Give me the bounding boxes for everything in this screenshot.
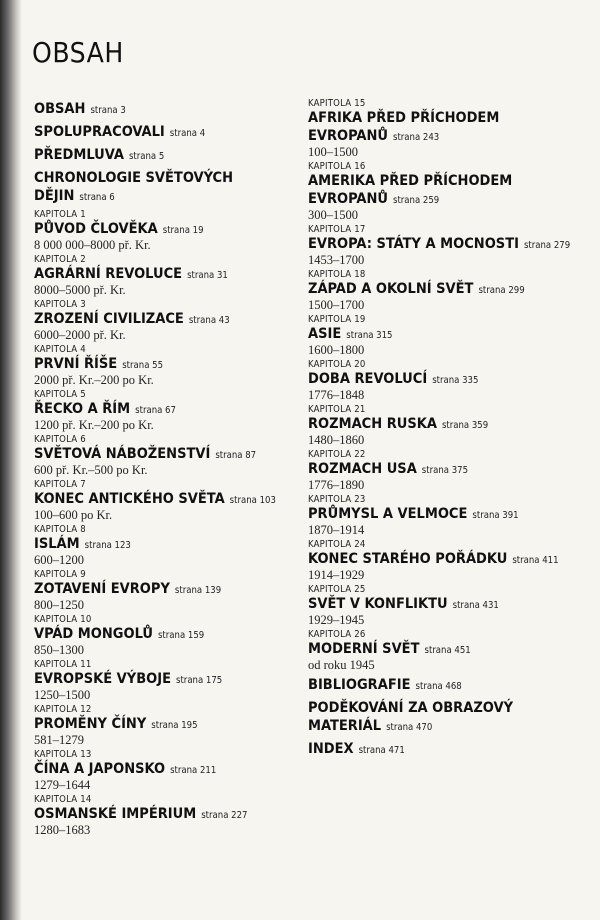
toc-entry <box>34 210 296 252</box>
chapter-label: KAPITOLA 13 <box>34 749 92 760</box>
date-range: 1453–1700 <box>308 253 365 267</box>
toc-entry <box>34 615 296 657</box>
toc-column-right <box>308 96 588 763</box>
page-reference: strana 31 <box>187 270 228 281</box>
chapter-label: KAPITOLA 9 <box>34 569 86 580</box>
entry-title: KONEC STARÉHO POŘÁDKU <box>308 551 508 567</box>
date-range: 1279–1644 <box>34 778 91 792</box>
entry-title: OSMANSKÉ IMPÉRIUM <box>34 806 197 822</box>
date-range: 2000 př. Kr.–200 po Kr. <box>34 373 154 387</box>
toc-entry <box>34 660 296 702</box>
toc-entry <box>308 676 588 694</box>
page-reference: strana 67 <box>135 405 176 416</box>
toc-entry <box>34 705 296 747</box>
chapter-label: KAPITOLA 14 <box>34 794 92 805</box>
page-reference: strana 19 <box>162 225 204 236</box>
page-binding-shadow <box>0 0 22 920</box>
page-reference: strana 3 <box>90 105 126 116</box>
date-range: 1776–1848 <box>308 388 365 402</box>
toc-entry <box>34 255 296 297</box>
toc-entry <box>308 540 588 582</box>
page-reference: strana 211 <box>170 765 217 776</box>
entry-title: CHRONOLOGIE SVĚTOVÝCH DĚJIN <box>34 170 234 204</box>
page-reference: strana 4 <box>169 128 206 139</box>
entry-title: SVĚTOVÁ NÁBOŽENSTVÍ <box>34 446 211 462</box>
page-reference: strana 103 <box>229 495 276 506</box>
toc-entry <box>308 699 588 735</box>
page-reference: strana 5 <box>128 151 165 162</box>
entry-title: DOBA REVOLUCÍ <box>308 371 428 387</box>
toc-entry <box>34 435 296 477</box>
page-reference: strana 470 <box>386 722 433 733</box>
date-range: 100–1500 <box>308 145 358 159</box>
page-reference: strana 123 <box>84 540 131 551</box>
date-range: 600–1200 <box>34 553 84 567</box>
chapter-label: KAPITOLA 20 <box>308 359 366 370</box>
toc-entry <box>308 315 588 357</box>
page-reference: strana 6 <box>79 192 115 203</box>
date-range: 1200 př. Kr.–200 po Kr. <box>34 418 154 432</box>
page-reference: strana 87 <box>215 450 257 461</box>
toc-entry <box>34 146 296 164</box>
chapter-label: KAPITOLA 16 <box>308 161 366 172</box>
entry-title: OBSAH <box>34 101 86 117</box>
chapter-label: KAPITOLA 5 <box>34 389 86 400</box>
chapter-label: KAPITOLA 22 <box>308 449 366 460</box>
entry-title: ROZMACH RUSKA <box>308 416 437 432</box>
page-reference: strana 391 <box>472 510 519 521</box>
entry-title: ZOTAVENÍ EVROPY <box>34 581 170 597</box>
entry-title: EVROPSKÉ VÝBOJE <box>34 671 171 687</box>
toc-entry <box>308 162 588 222</box>
date-range: 581–1279 <box>34 733 84 747</box>
toc-entry <box>34 169 296 205</box>
toc-entry <box>34 525 296 567</box>
toc-entry <box>308 450 588 492</box>
entry-title: ZROZENÍ CIVILIZACE <box>34 311 184 327</box>
page-reference: strana 299 <box>478 285 525 296</box>
toc-entry <box>34 123 296 141</box>
date-range: 1280–1683 <box>34 823 91 837</box>
date-range: 8000–5000 př. Kr. <box>34 283 126 297</box>
entry-title: ČÍNA A JAPONSKO <box>34 761 166 777</box>
entry-title: VPÁD MONGOLŮ <box>34 626 153 642</box>
chapter-label: KAPITOLA 15 <box>308 98 366 109</box>
page-reference: strana 375 <box>421 465 469 476</box>
entry-title: SPOLUPRACOVALI <box>34 124 165 140</box>
date-range: 1480–1860 <box>308 433 365 447</box>
toc-entry <box>308 99 588 159</box>
date-range: 6000–2000 př. Kr. <box>34 328 126 342</box>
toc-entry <box>308 270 588 312</box>
chapter-label: KAPITOLA 26 <box>308 629 366 640</box>
entry-title: KONEC ANTICKÉHO SVĚTA <box>34 491 225 507</box>
entry-title: BIBLIOGRAFIE <box>308 677 411 693</box>
entry-title: ZÁPAD A OKOLNÍ SVĚT <box>308 281 474 297</box>
date-range: 1914–1929 <box>308 568 365 582</box>
entry-title: PODĚKOVÁNÍ ZA OBRAZOVÝ MATERIÁL <box>308 700 514 734</box>
entry-title: AGRÁRNÍ REVOLUCE <box>34 266 183 282</box>
toc-entry <box>34 390 296 432</box>
chapter-label: KAPITOLA 12 <box>34 704 92 715</box>
toc-column-left <box>34 96 296 837</box>
date-range: 100–600 po Kr. <box>34 508 113 522</box>
entry-title: MODERNÍ SVĚT <box>308 641 420 657</box>
date-range: 1500–1700 <box>308 298 365 312</box>
toc-entry <box>34 300 296 342</box>
page-reference: strana 227 <box>201 810 248 821</box>
entry-title: SVĚT V KONFLIKTU <box>308 596 448 612</box>
chapter-label: KAPITOLA 8 <box>34 524 86 535</box>
entry-title: PŘEDMLUVA <box>34 147 124 163</box>
entry-title: PRVNÍ ŘÍŠE <box>34 356 118 372</box>
page-reference: strana 451 <box>424 645 471 656</box>
entry-title: AFRIKA PŘED PŘÍCHODEM EVROPANŮ <box>308 110 500 144</box>
entry-title: INDEX <box>308 741 354 757</box>
page-reference: strana 259 <box>392 195 440 206</box>
entry-title: PŮVOD ČLOVĚKA <box>34 221 158 237</box>
entry-title: ISLÁM <box>34 536 80 552</box>
page-reference: strana 279 <box>523 240 571 251</box>
page-reference: strana 359 <box>441 420 489 431</box>
toc-entry <box>34 750 296 792</box>
date-range: 8 000 000–8000 př. Kr. <box>34 238 151 252</box>
page-reference: strana 411 <box>512 555 559 566</box>
entry-title: EVROPA: STÁTY A MOCNOSTI <box>308 236 519 252</box>
toc-entry <box>308 405 588 447</box>
entry-title: ROZMACH USA <box>308 461 417 477</box>
page-reference: strana 431 <box>452 600 499 611</box>
toc-entry <box>34 795 296 837</box>
page-reference: strana 43 <box>188 315 230 326</box>
chapter-label: KAPITOLA 23 <box>308 494 366 505</box>
date-range: 1929–1945 <box>308 613 365 627</box>
page-reference: strana 159 <box>157 630 205 641</box>
chapter-label: KAPITOLA 2 <box>34 254 86 265</box>
toc-entry <box>34 570 296 612</box>
chapter-label: KAPITOLA 4 <box>34 344 86 355</box>
page-reference: strana 335 <box>432 375 479 386</box>
date-range: od roku 1945 <box>308 658 375 672</box>
page-reference: strana 243 <box>392 132 440 143</box>
date-range: 1600–1800 <box>308 343 365 357</box>
date-range: 300–1500 <box>308 208 358 222</box>
chapter-label: KAPITOLA 25 <box>308 584 366 595</box>
chapter-label: KAPITOLA 6 <box>34 434 86 445</box>
chapter-label: KAPITOLA 21 <box>308 404 366 415</box>
chapter-label: KAPITOLA 18 <box>308 269 366 280</box>
date-range: 1250–1500 <box>34 688 91 702</box>
chapter-label: KAPITOLA 19 <box>308 314 366 325</box>
toc-entry <box>308 630 588 672</box>
date-range: 800–1250 <box>34 598 84 612</box>
entry-title: PRŮMYSL A VELMOCE <box>308 506 468 522</box>
chapter-label: KAPITOLA 11 <box>34 659 92 670</box>
page-reference: strana 315 <box>346 330 393 341</box>
toc-entry <box>34 345 296 387</box>
chapter-label: KAPITOLA 3 <box>34 299 86 310</box>
chapter-label: KAPITOLA 24 <box>308 539 366 550</box>
toc-entry <box>34 480 296 522</box>
chapter-label: KAPITOLA 10 <box>34 614 92 625</box>
toc-entry <box>308 585 588 627</box>
page-reference: strana 195 <box>151 720 198 731</box>
date-range: 600 př. Kr.–500 po Kr. <box>34 463 148 477</box>
entry-title: ŘECKO A ŘÍM <box>34 401 131 417</box>
entry-title: ASIE <box>308 326 342 342</box>
toc-entry <box>308 740 588 758</box>
chapter-label: KAPITOLA 1 <box>34 209 86 220</box>
chapter-label: KAPITOLA 7 <box>34 479 86 490</box>
toc-entry <box>308 495 588 537</box>
page-reference: strana 471 <box>358 745 405 756</box>
page-reference: strana 175 <box>176 675 223 686</box>
page-title: OBSAH <box>32 36 124 69</box>
date-range: 850–1300 <box>34 643 84 657</box>
page-reference: strana 55 <box>122 360 164 371</box>
entry-title: AMERIKA PŘED PŘÍCHODEM EVROPANŮ <box>308 173 513 207</box>
page-reference: strana 468 <box>415 681 462 692</box>
date-range: 1776–1890 <box>308 478 365 492</box>
chapter-label: KAPITOLA 17 <box>308 224 366 235</box>
entry-title: PROMĚNY ČÍNY <box>34 716 147 732</box>
toc-entry <box>308 360 588 402</box>
toc-entry <box>308 225 588 267</box>
toc-entry <box>34 100 296 118</box>
page-reference: strana 139 <box>174 585 222 596</box>
date-range: 1870–1914 <box>308 523 365 537</box>
